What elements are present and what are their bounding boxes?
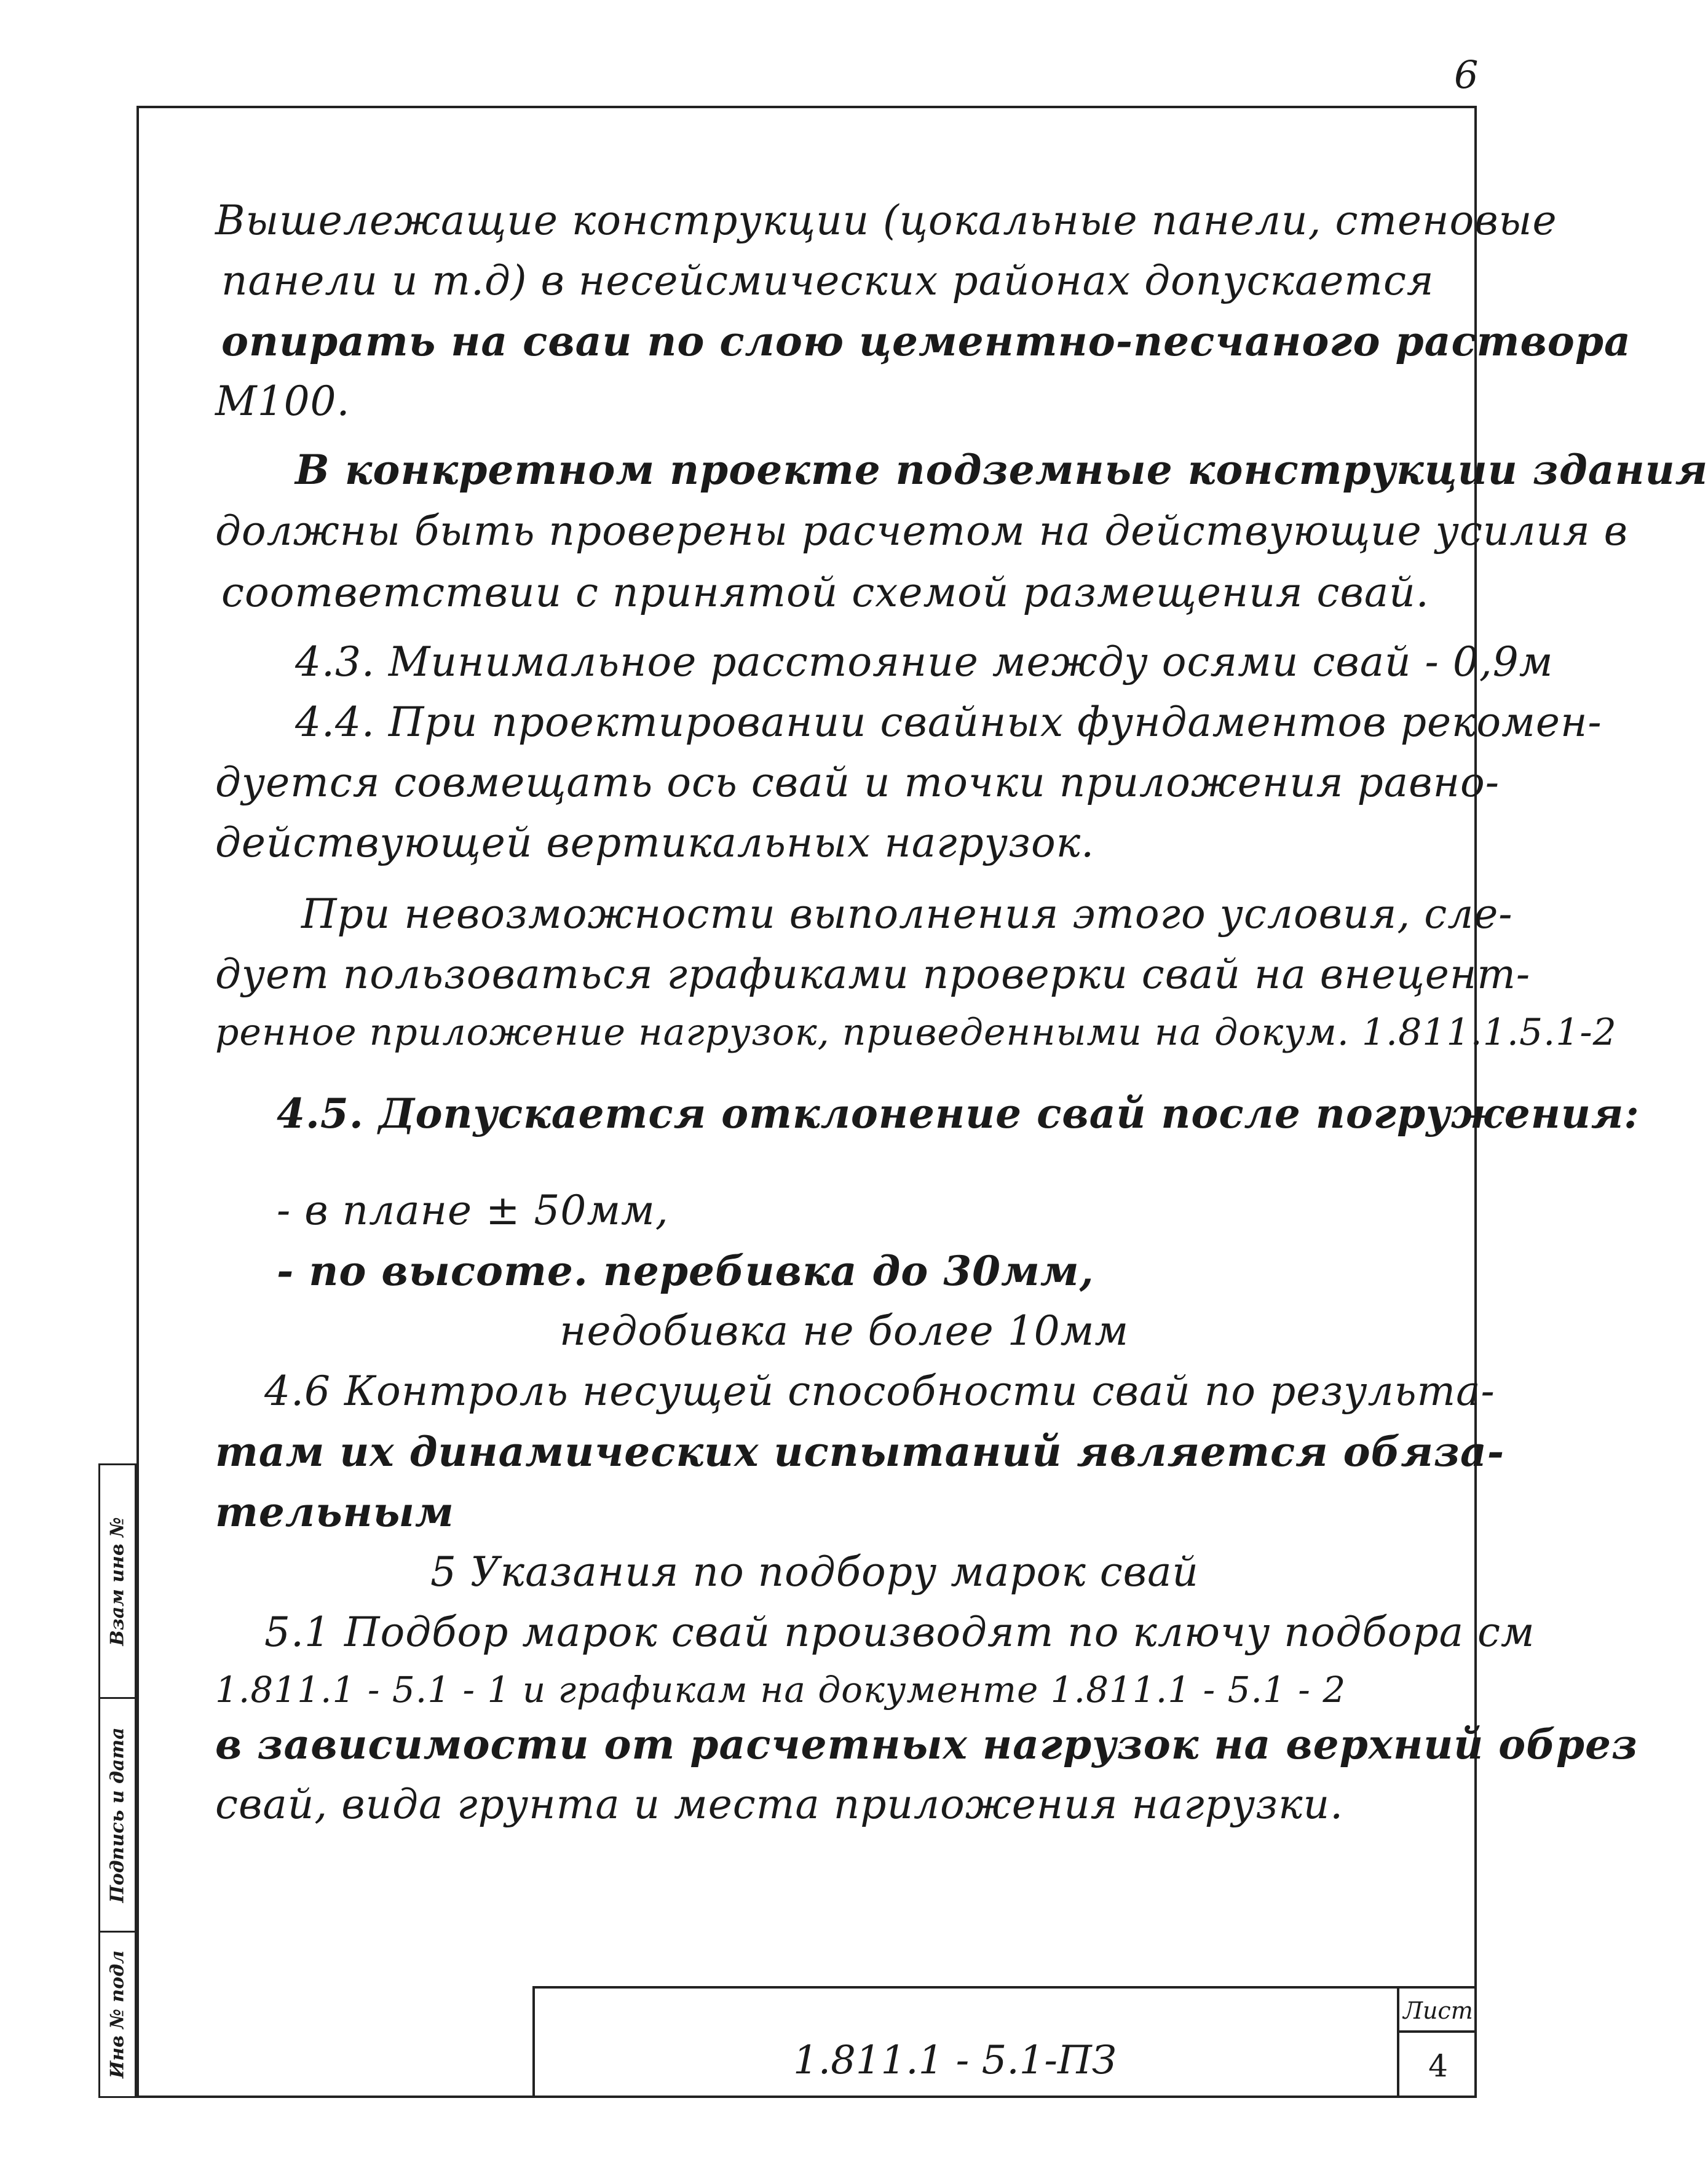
- document-code: 1.811.1 - 5.1-ПЗ: [793, 2038, 1117, 2083]
- body-line: действующей вертикальных нагрузок.: [215, 819, 1095, 866]
- body-line: недобивка не более 10мм: [559, 1307, 1129, 1355]
- stamp-label: Подпись и дата: [106, 1727, 128, 1903]
- body-line: М100.: [215, 378, 350, 425]
- body-line: панели и т.д) в несейсмических районах допускается: [221, 257, 1434, 304]
- document-body: [215, 197, 1708, 1888]
- sheet-label: Лист: [1399, 1989, 1477, 2033]
- title-block: [532, 1986, 1477, 2098]
- body-line: 4.4. При проектировании свайных фундаментов рекомен-: [295, 699, 1602, 746]
- body-line: опирать на сваи по слою цементно-песчаного раствора: [221, 317, 1631, 365]
- sheet-number: 4: [1428, 2048, 1448, 2084]
- body-line: - в плане ± 50мм,: [277, 1187, 669, 1234]
- body-line: тельным: [215, 1488, 454, 1536]
- body-line: в зависимости от расчетных нагрузок на верхний обрез: [215, 1720, 1639, 1768]
- body-line: ренное приложение нагрузок, приведенными на докум. 1.811.1.5.1-2: [215, 1011, 1617, 1054]
- body-line: 4.3. Минимальное расстояние между осями свай - 0,9м: [295, 638, 1554, 686]
- page-number: 6: [1454, 52, 1479, 97]
- body-line: 5.1 Подбор марок свай производят по ключу подбора см: [264, 1609, 1535, 1656]
- body-line: свай, вида грунта и места приложения нагрузки.: [215, 1781, 1344, 1828]
- stamp-cell-inventory: [100, 1933, 135, 2096]
- body-line: Вышележащие конструкции (цокальные панели, стеновые: [215, 197, 1557, 244]
- body-line: При невозможности выполнения этого условия, сле-: [301, 890, 1513, 938]
- stamp-label: Взам инв №: [106, 1516, 128, 1646]
- body-line: 1.811.1 - 5.1 - 1 и графикам на документе 1.811.1 - 5.1 - 2: [215, 1669, 1346, 1711]
- body-line: дует пользоваться графиками проверки свай на внецент-: [215, 951, 1531, 998]
- stamp-cell-replacement: [100, 1465, 135, 1699]
- body-line: - по высоте. перебивка до 30мм,: [277, 1247, 1094, 1295]
- body-line: В конкретном проекте подземные конструкции здания: [295, 446, 1708, 494]
- body-line: дуется совмещать ось свай и точки приложения равно-: [215, 759, 1500, 806]
- body-line: должны быть проверены расчетом на действующие усилия в: [215, 507, 1629, 555]
- body-line: 4.5. Допускается отклонение свай после погружения:: [277, 1090, 1640, 1138]
- body-line: там их динамических испытаний является обяза-: [215, 1428, 1505, 1476]
- side-approval-stamp: [98, 1463, 136, 2098]
- sheet-box: [1397, 1989, 1477, 2098]
- stamp-label: Инв № подл: [106, 1950, 128, 2079]
- body-line: 4.6 Контроль несущей способности свай по результа-: [264, 1367, 1495, 1415]
- body-line: соответствии с принятой схемой размещения свай.: [221, 569, 1429, 616]
- section-heading: 5 Указания по подбору марок свай: [430, 1548, 1199, 1596]
- stamp-cell-signature: [100, 1699, 135, 1933]
